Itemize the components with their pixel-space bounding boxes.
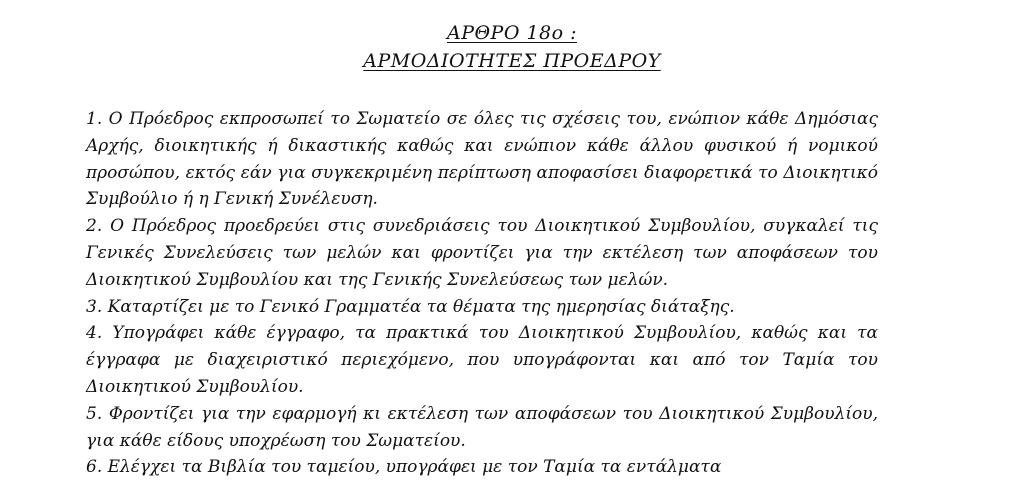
- paragraph-6: 6. Ελέγχει τα Βιβλία του ταμείου, υπογράφει με τον Ταμία τα εντάλματα: [86, 457, 722, 478]
- article-subtitle: ΑΡΜΟΔΙΟΤΗΤΕΣ ΠΡΟΕΔΡΟΥ: [363, 50, 661, 72]
- article-body: [86, 106, 878, 481]
- paragraph-2: 2. Ο Πρόεδρος προεδρεύει στις συνεδριάσεις του Διοικητικού Συμβουλίου, συγκαλεί τις Γενικές Συνελεύσεις των μελών και φροντίζει για την εκτέλεση των αποφάσεων του Διοικητικού Συμβουλίου και της Γενικής Συνελεύσεως των μελών.: [86, 216, 878, 290]
- article-title: ΑΡΘΡΟ 18ο :: [446, 22, 578, 44]
- paragraph-4: 4. Υπογράφει κάθε έγγραφο, τα πρακτικά του Διοικητικού Συμβουλίου, καθώς και τα έγγραφα με διαχειριστικό περιεχόμενο, που υπογράφονται και από τον Ταμία του Διοικητικού Συμβουλίου.: [86, 323, 878, 397]
- paragraph-3: 3. Καταρτίζει με το Γενικό Γραμματέα τα θέματα της ημερησίας διάταξης.: [86, 296, 735, 317]
- paragraph-5: 5. Φροντίζει για την εφαρμογή κι εκτέλεση των αποφάσεων του Διοικητικού Συμβουλίου, για κάθε είδους υποχρέωση του Σωματείου.: [86, 403, 878, 451]
- paragraph-1: 1. Ο Πρόεδρος εκπροσωπεί το Σωματείο σε όλες τις σχέσεις του, ενώπιον κάθε Δημόσιας Αρχής, διοικητικής ή δικαστικής καθώς και ενώπιον κάθε άλλου φυσικού ή νομικού προσώπου, εκτός εάν για συγκεκριμένη περίπτωση αποφασίσει διαφορετικά το Διοικητικό Συμβούλιο ή η Γενική Συνέλευση.: [86, 109, 878, 210]
